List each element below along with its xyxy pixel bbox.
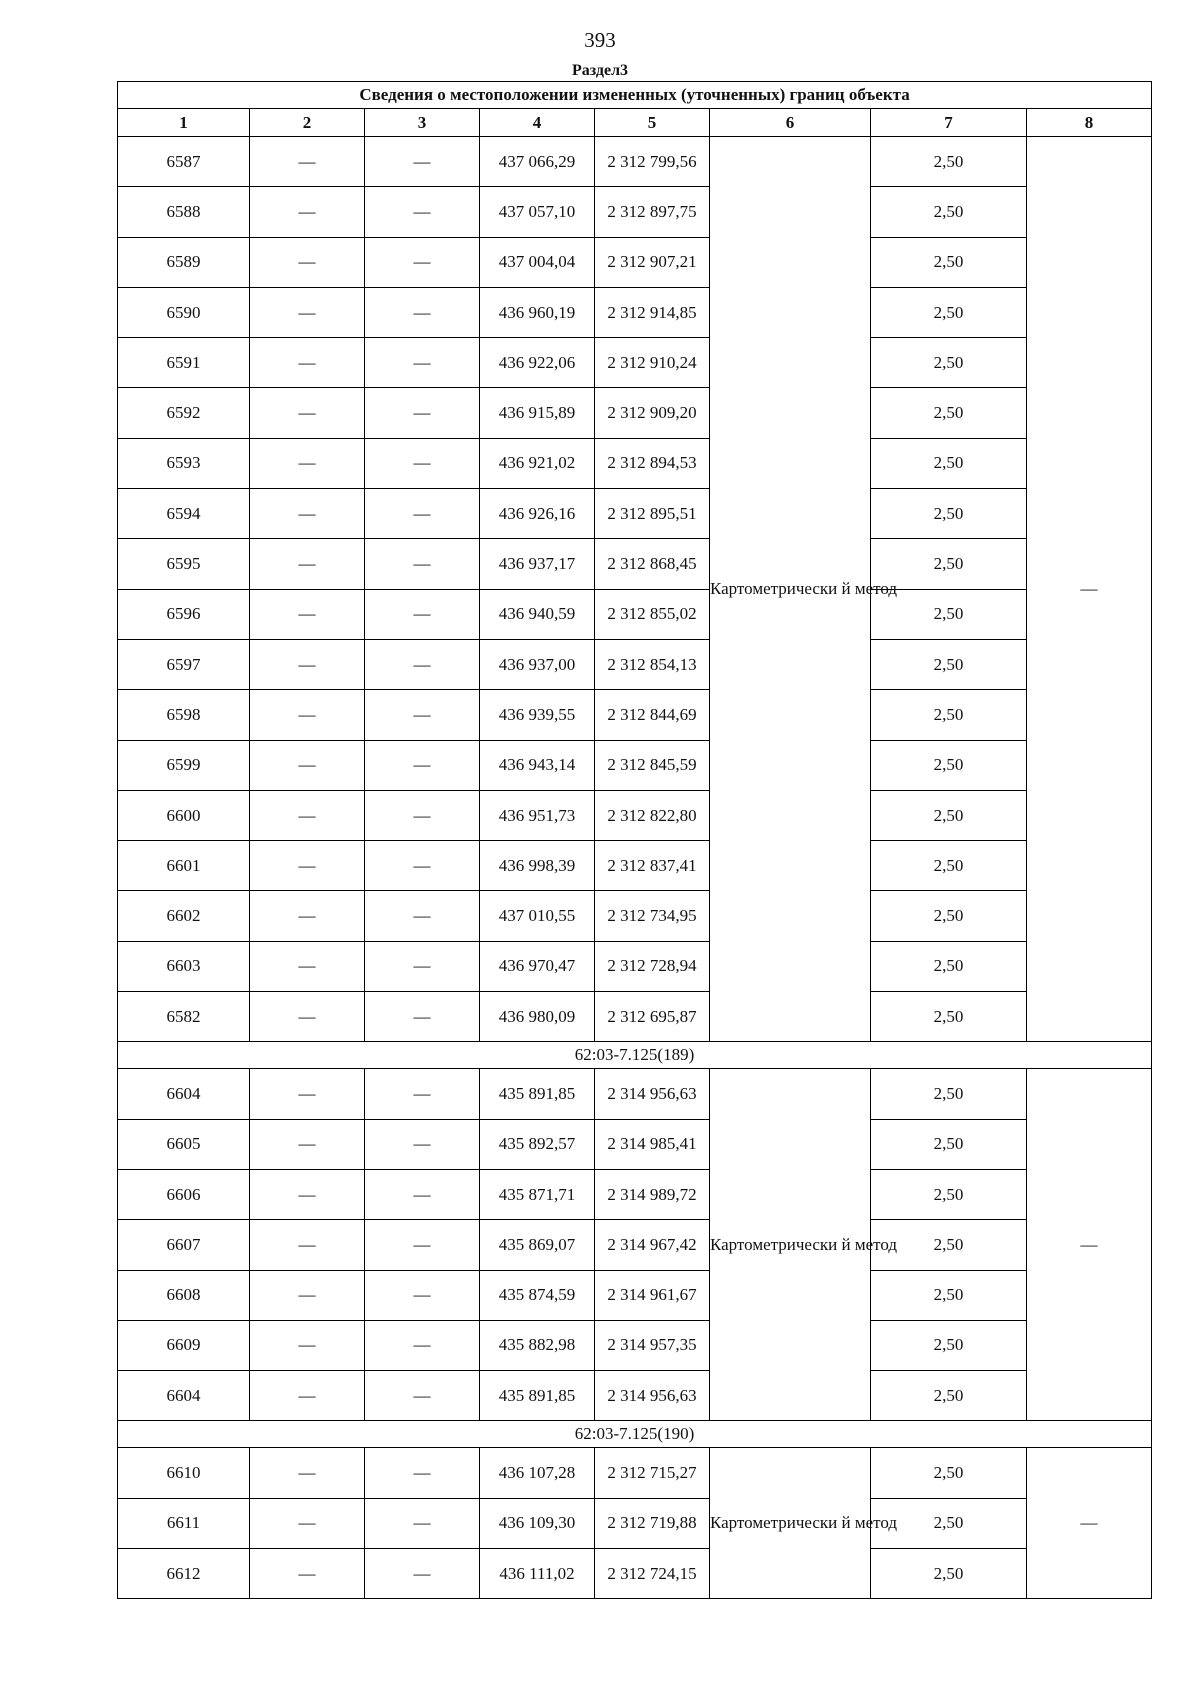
table-row: [118, 1270, 1152, 1320]
table-row: [118, 992, 1152, 1042]
x-coordinate-cell: 436 943,14: [480, 740, 595, 790]
group-label-row: [118, 1042, 1152, 1069]
point-number-cell: 6590: [118, 287, 250, 337]
y-coordinate-cell: 2 312 724,15: [595, 1549, 710, 1599]
column-2-cell: —: [250, 1498, 365, 1548]
column-2-cell: —: [250, 740, 365, 790]
column-3-cell: —: [365, 489, 480, 539]
point-number-cell: 6608: [118, 1270, 250, 1320]
column-3-cell: —: [365, 237, 480, 287]
column-3-cell: —: [365, 1549, 480, 1599]
column-3-cell: —: [365, 1270, 480, 1320]
column-3-cell: —: [365, 941, 480, 991]
accuracy-cell: 2,50: [871, 287, 1027, 337]
accuracy-cell: 2,50: [871, 539, 1027, 589]
table-row: [118, 438, 1152, 488]
table-row: [118, 891, 1152, 941]
column-8-cell: —: [1027, 1069, 1152, 1421]
table-row: [118, 1119, 1152, 1169]
column-2-cell: —: [250, 338, 365, 388]
column-2-cell: —: [250, 438, 365, 488]
point-number-cell: 6589: [118, 237, 250, 287]
table-row: [118, 237, 1152, 287]
column-3-cell: —: [365, 639, 480, 689]
column-8-cell: —: [1027, 1448, 1152, 1599]
group-label: 62:03-7.125(189): [118, 1042, 1152, 1069]
column-2-cell: —: [250, 1169, 365, 1219]
table-row: [118, 740, 1152, 790]
point-number-cell: 6596: [118, 589, 250, 639]
y-coordinate-cell: 2 312 854,13: [595, 639, 710, 689]
column-3-cell: —: [365, 1320, 480, 1370]
column-3-cell: —: [365, 1448, 480, 1498]
column-8-cell: —: [1027, 137, 1152, 1042]
accuracy-cell: 2,50: [871, 1448, 1027, 1498]
point-number-cell: 6604: [118, 1371, 250, 1421]
column-2-cell: —: [250, 137, 365, 187]
point-number-cell: 6582: [118, 992, 250, 1042]
column-3-cell: —: [365, 539, 480, 589]
point-number-cell: 6607: [118, 1220, 250, 1270]
column-2-cell: —: [250, 589, 365, 639]
point-number-cell: 6591: [118, 338, 250, 388]
table-row: [118, 1498, 1152, 1548]
x-coordinate-cell: 436 111,02: [480, 1549, 595, 1599]
y-coordinate-cell: 2 312 909,20: [595, 388, 710, 438]
x-coordinate-cell: 436 922,06: [480, 338, 595, 388]
column-number: 6: [710, 109, 871, 137]
group-label-row: [118, 1421, 1152, 1448]
accuracy-cell: 2,50: [871, 1270, 1027, 1320]
accuracy-cell: 2,50: [871, 137, 1027, 187]
column-number: 1: [118, 109, 250, 137]
column-3-cell: —: [365, 1220, 480, 1270]
table-row: [118, 790, 1152, 840]
column-2-cell: —: [250, 539, 365, 589]
column-3-cell: —: [365, 287, 480, 337]
point-number-cell: 6599: [118, 740, 250, 790]
column-3-cell: —: [365, 690, 480, 740]
x-coordinate-cell: 437 057,10: [480, 187, 595, 237]
point-number-cell: 6592: [118, 388, 250, 438]
point-number-cell: 6598: [118, 690, 250, 740]
column-number: 7: [871, 109, 1027, 137]
x-coordinate-cell: 436 921,02: [480, 438, 595, 488]
point-number-cell: 6609: [118, 1320, 250, 1370]
column-number: 3: [365, 109, 480, 137]
x-coordinate-cell: 436 940,59: [480, 589, 595, 639]
column-2-cell: —: [250, 941, 365, 991]
point-number-cell: 6594: [118, 489, 250, 539]
table-row: [118, 589, 1152, 639]
column-3-cell: —: [365, 740, 480, 790]
y-coordinate-cell: 2 314 989,72: [595, 1169, 710, 1219]
column-3-cell: —: [365, 589, 480, 639]
table-row: [118, 287, 1152, 337]
accuracy-cell: 2,50: [871, 1371, 1027, 1421]
x-coordinate-cell: 436 107,28: [480, 1448, 595, 1498]
column-number: 4: [480, 109, 595, 137]
x-coordinate-cell: 437 066,29: [480, 137, 595, 187]
table-row: [118, 187, 1152, 237]
point-number-cell: 6595: [118, 539, 250, 589]
column-2-cell: —: [250, 1119, 365, 1169]
x-coordinate-cell: 436 926,16: [480, 489, 595, 539]
accuracy-cell: 2,50: [871, 790, 1027, 840]
accuracy-cell: 2,50: [871, 1220, 1027, 1270]
x-coordinate-cell: 436 939,55: [480, 690, 595, 740]
y-coordinate-cell: 2 314 957,35: [595, 1320, 710, 1370]
accuracy-cell: 2,50: [871, 639, 1027, 689]
column-3-cell: —: [365, 1169, 480, 1219]
column-3-cell: —: [365, 187, 480, 237]
column-2-cell: —: [250, 1371, 365, 1421]
column-2-cell: —: [250, 891, 365, 941]
accuracy-cell: 2,50: [871, 187, 1027, 237]
y-coordinate-cell: 2 314 956,63: [595, 1069, 710, 1119]
table-row: [118, 1169, 1152, 1219]
column-3-cell: —: [365, 891, 480, 941]
column-3-cell: —: [365, 1498, 480, 1548]
column-3-cell: —: [365, 841, 480, 891]
column-3-cell: —: [365, 992, 480, 1042]
accuracy-cell: 2,50: [871, 237, 1027, 287]
column-2-cell: —: [250, 1270, 365, 1320]
x-coordinate-cell: 437 004,04: [480, 237, 595, 287]
x-coordinate-cell: 436 915,89: [480, 388, 595, 438]
column-2-cell: —: [250, 790, 365, 840]
table-row: [118, 1448, 1152, 1498]
x-coordinate-cell: 436 980,09: [480, 992, 595, 1042]
y-coordinate-cell: 2 312 855,02: [595, 589, 710, 639]
table-row: [118, 1320, 1152, 1370]
x-coordinate-cell: 435 871,71: [480, 1169, 595, 1219]
accuracy-cell: 2,50: [871, 1069, 1027, 1119]
point-number-cell: 6600: [118, 790, 250, 840]
x-coordinate-cell: 436 951,73: [480, 790, 595, 840]
y-coordinate-cell: 2 312 837,41: [595, 841, 710, 891]
table-row: [118, 1069, 1152, 1119]
y-coordinate-cell: 2 312 894,53: [595, 438, 710, 488]
y-coordinate-cell: 2 312 845,59: [595, 740, 710, 790]
x-coordinate-cell: 436 970,47: [480, 941, 595, 991]
method-cell: Картометрически й метод: [710, 1069, 871, 1421]
column-number: 5: [595, 109, 710, 137]
accuracy-cell: 2,50: [871, 1498, 1027, 1548]
column-3-cell: —: [365, 388, 480, 438]
x-coordinate-cell: 435 869,07: [480, 1220, 595, 1270]
table-row: [118, 1549, 1152, 1599]
point-number-cell: 6611: [118, 1498, 250, 1548]
table-row: [118, 1371, 1152, 1421]
point-number-cell: 6593: [118, 438, 250, 488]
column-number-row: [118, 109, 1152, 137]
table-row: [118, 137, 1152, 187]
column-2-cell: —: [250, 187, 365, 237]
coordinates-table: [117, 81, 1152, 1599]
table-body: [118, 137, 1152, 1599]
y-coordinate-cell: 2 314 985,41: [595, 1119, 710, 1169]
column-2-cell: —: [250, 388, 365, 438]
x-coordinate-cell: 435 892,57: [480, 1119, 595, 1169]
y-coordinate-cell: 2 312 728,94: [595, 941, 710, 991]
column-2-cell: —: [250, 841, 365, 891]
accuracy-cell: 2,50: [871, 1320, 1027, 1370]
x-coordinate-cell: 435 891,85: [480, 1371, 595, 1421]
column-3-cell: —: [365, 438, 480, 488]
x-coordinate-cell: 435 882,98: [480, 1320, 595, 1370]
accuracy-cell: 2,50: [871, 1119, 1027, 1169]
table-title: Сведения о местоположении измененных (уточненных) границ объекта: [118, 82, 1152, 109]
column-2-cell: —: [250, 690, 365, 740]
accuracy-cell: 2,50: [871, 489, 1027, 539]
column-2-cell: —: [250, 237, 365, 287]
method-cell: Картометрически й метод: [710, 137, 871, 1042]
column-2-cell: —: [250, 287, 365, 337]
y-coordinate-cell: 2 312 719,88: [595, 1498, 710, 1548]
x-coordinate-cell: 436 998,39: [480, 841, 595, 891]
point-number-cell: 6604: [118, 1069, 250, 1119]
y-coordinate-cell: 2 312 799,56: [595, 137, 710, 187]
section-title: Раздел3: [571, 62, 629, 79]
y-coordinate-cell: 2 312 910,24: [595, 338, 710, 388]
y-coordinate-cell: 2 312 844,69: [595, 690, 710, 740]
accuracy-cell: 2,50: [871, 690, 1027, 740]
accuracy-cell: 2,50: [871, 1169, 1027, 1219]
table-row: [118, 338, 1152, 388]
accuracy-cell: 2,50: [871, 941, 1027, 991]
table-row: [118, 639, 1152, 689]
point-number-cell: 6612: [118, 1549, 250, 1599]
page-number: 393: [584, 28, 616, 52]
group-label: 62:03-7.125(190): [118, 1421, 1152, 1448]
point-number-cell: 6601: [118, 841, 250, 891]
table-row: [118, 489, 1152, 539]
x-coordinate-cell: 436 937,00: [480, 639, 595, 689]
y-coordinate-cell: 2 312 914,85: [595, 287, 710, 337]
x-coordinate-cell: 435 874,59: [480, 1270, 595, 1320]
x-coordinate-cell: 436 960,19: [480, 287, 595, 337]
point-number-cell: 6602: [118, 891, 250, 941]
column-3-cell: —: [365, 1069, 480, 1119]
column-2-cell: —: [250, 1549, 365, 1599]
column-2-cell: —: [250, 489, 365, 539]
accuracy-cell: 2,50: [871, 589, 1027, 639]
table-row: [118, 690, 1152, 740]
y-coordinate-cell: 2 314 967,42: [595, 1220, 710, 1270]
column-2-cell: —: [250, 1448, 365, 1498]
column-3-cell: —: [365, 338, 480, 388]
accuracy-cell: 2,50: [871, 388, 1027, 438]
point-number-cell: 6605: [118, 1119, 250, 1169]
y-coordinate-cell: 2 312 734,95: [595, 891, 710, 941]
column-3-cell: —: [365, 137, 480, 187]
column-3-cell: —: [365, 790, 480, 840]
column-number: 2: [250, 109, 365, 137]
column-number: 8: [1027, 109, 1152, 137]
point-number-cell: 6587: [118, 137, 250, 187]
method-cell: Картометрически й метод: [710, 1448, 871, 1599]
y-coordinate-cell: 2 312 822,80: [595, 790, 710, 840]
x-coordinate-cell: 435 891,85: [480, 1069, 595, 1119]
column-2-cell: —: [250, 1220, 365, 1270]
table-row: [118, 1220, 1152, 1270]
column-3-cell: —: [365, 1119, 480, 1169]
point-number-cell: 6606: [118, 1169, 250, 1219]
x-coordinate-cell: 436 109,30: [480, 1498, 595, 1548]
accuracy-cell: 2,50: [871, 841, 1027, 891]
accuracy-cell: 2,50: [871, 891, 1027, 941]
y-coordinate-cell: 2 312 868,45: [595, 539, 710, 589]
y-coordinate-cell: 2 312 907,21: [595, 237, 710, 287]
table-row: [118, 841, 1152, 891]
y-coordinate-cell: 2 312 895,51: [595, 489, 710, 539]
accuracy-cell: 2,50: [871, 740, 1027, 790]
y-coordinate-cell: 2 312 897,75: [595, 187, 710, 237]
point-number-cell: 6603: [118, 941, 250, 991]
table-row: [118, 941, 1152, 991]
point-number-cell: 6597: [118, 639, 250, 689]
column-2-cell: —: [250, 1320, 365, 1370]
column-3-cell: —: [365, 1371, 480, 1421]
table-row: [118, 388, 1152, 438]
point-number-cell: 6588: [118, 187, 250, 237]
x-coordinate-cell: 437 010,55: [480, 891, 595, 941]
column-2-cell: —: [250, 1069, 365, 1119]
accuracy-cell: 2,50: [871, 438, 1027, 488]
point-number-cell: 6610: [118, 1448, 250, 1498]
y-coordinate-cell: 2 312 715,27: [595, 1448, 710, 1498]
column-2-cell: —: [250, 992, 365, 1042]
y-coordinate-cell: 2 312 695,87: [595, 992, 710, 1042]
y-coordinate-cell: 2 314 956,63: [595, 1371, 710, 1421]
x-coordinate-cell: 436 937,17: [480, 539, 595, 589]
accuracy-cell: 2,50: [871, 338, 1027, 388]
column-2-cell: —: [250, 639, 365, 689]
accuracy-cell: 2,50: [871, 992, 1027, 1042]
table-row: [118, 539, 1152, 589]
accuracy-cell: 2,50: [871, 1549, 1027, 1599]
y-coordinate-cell: 2 314 961,67: [595, 1270, 710, 1320]
